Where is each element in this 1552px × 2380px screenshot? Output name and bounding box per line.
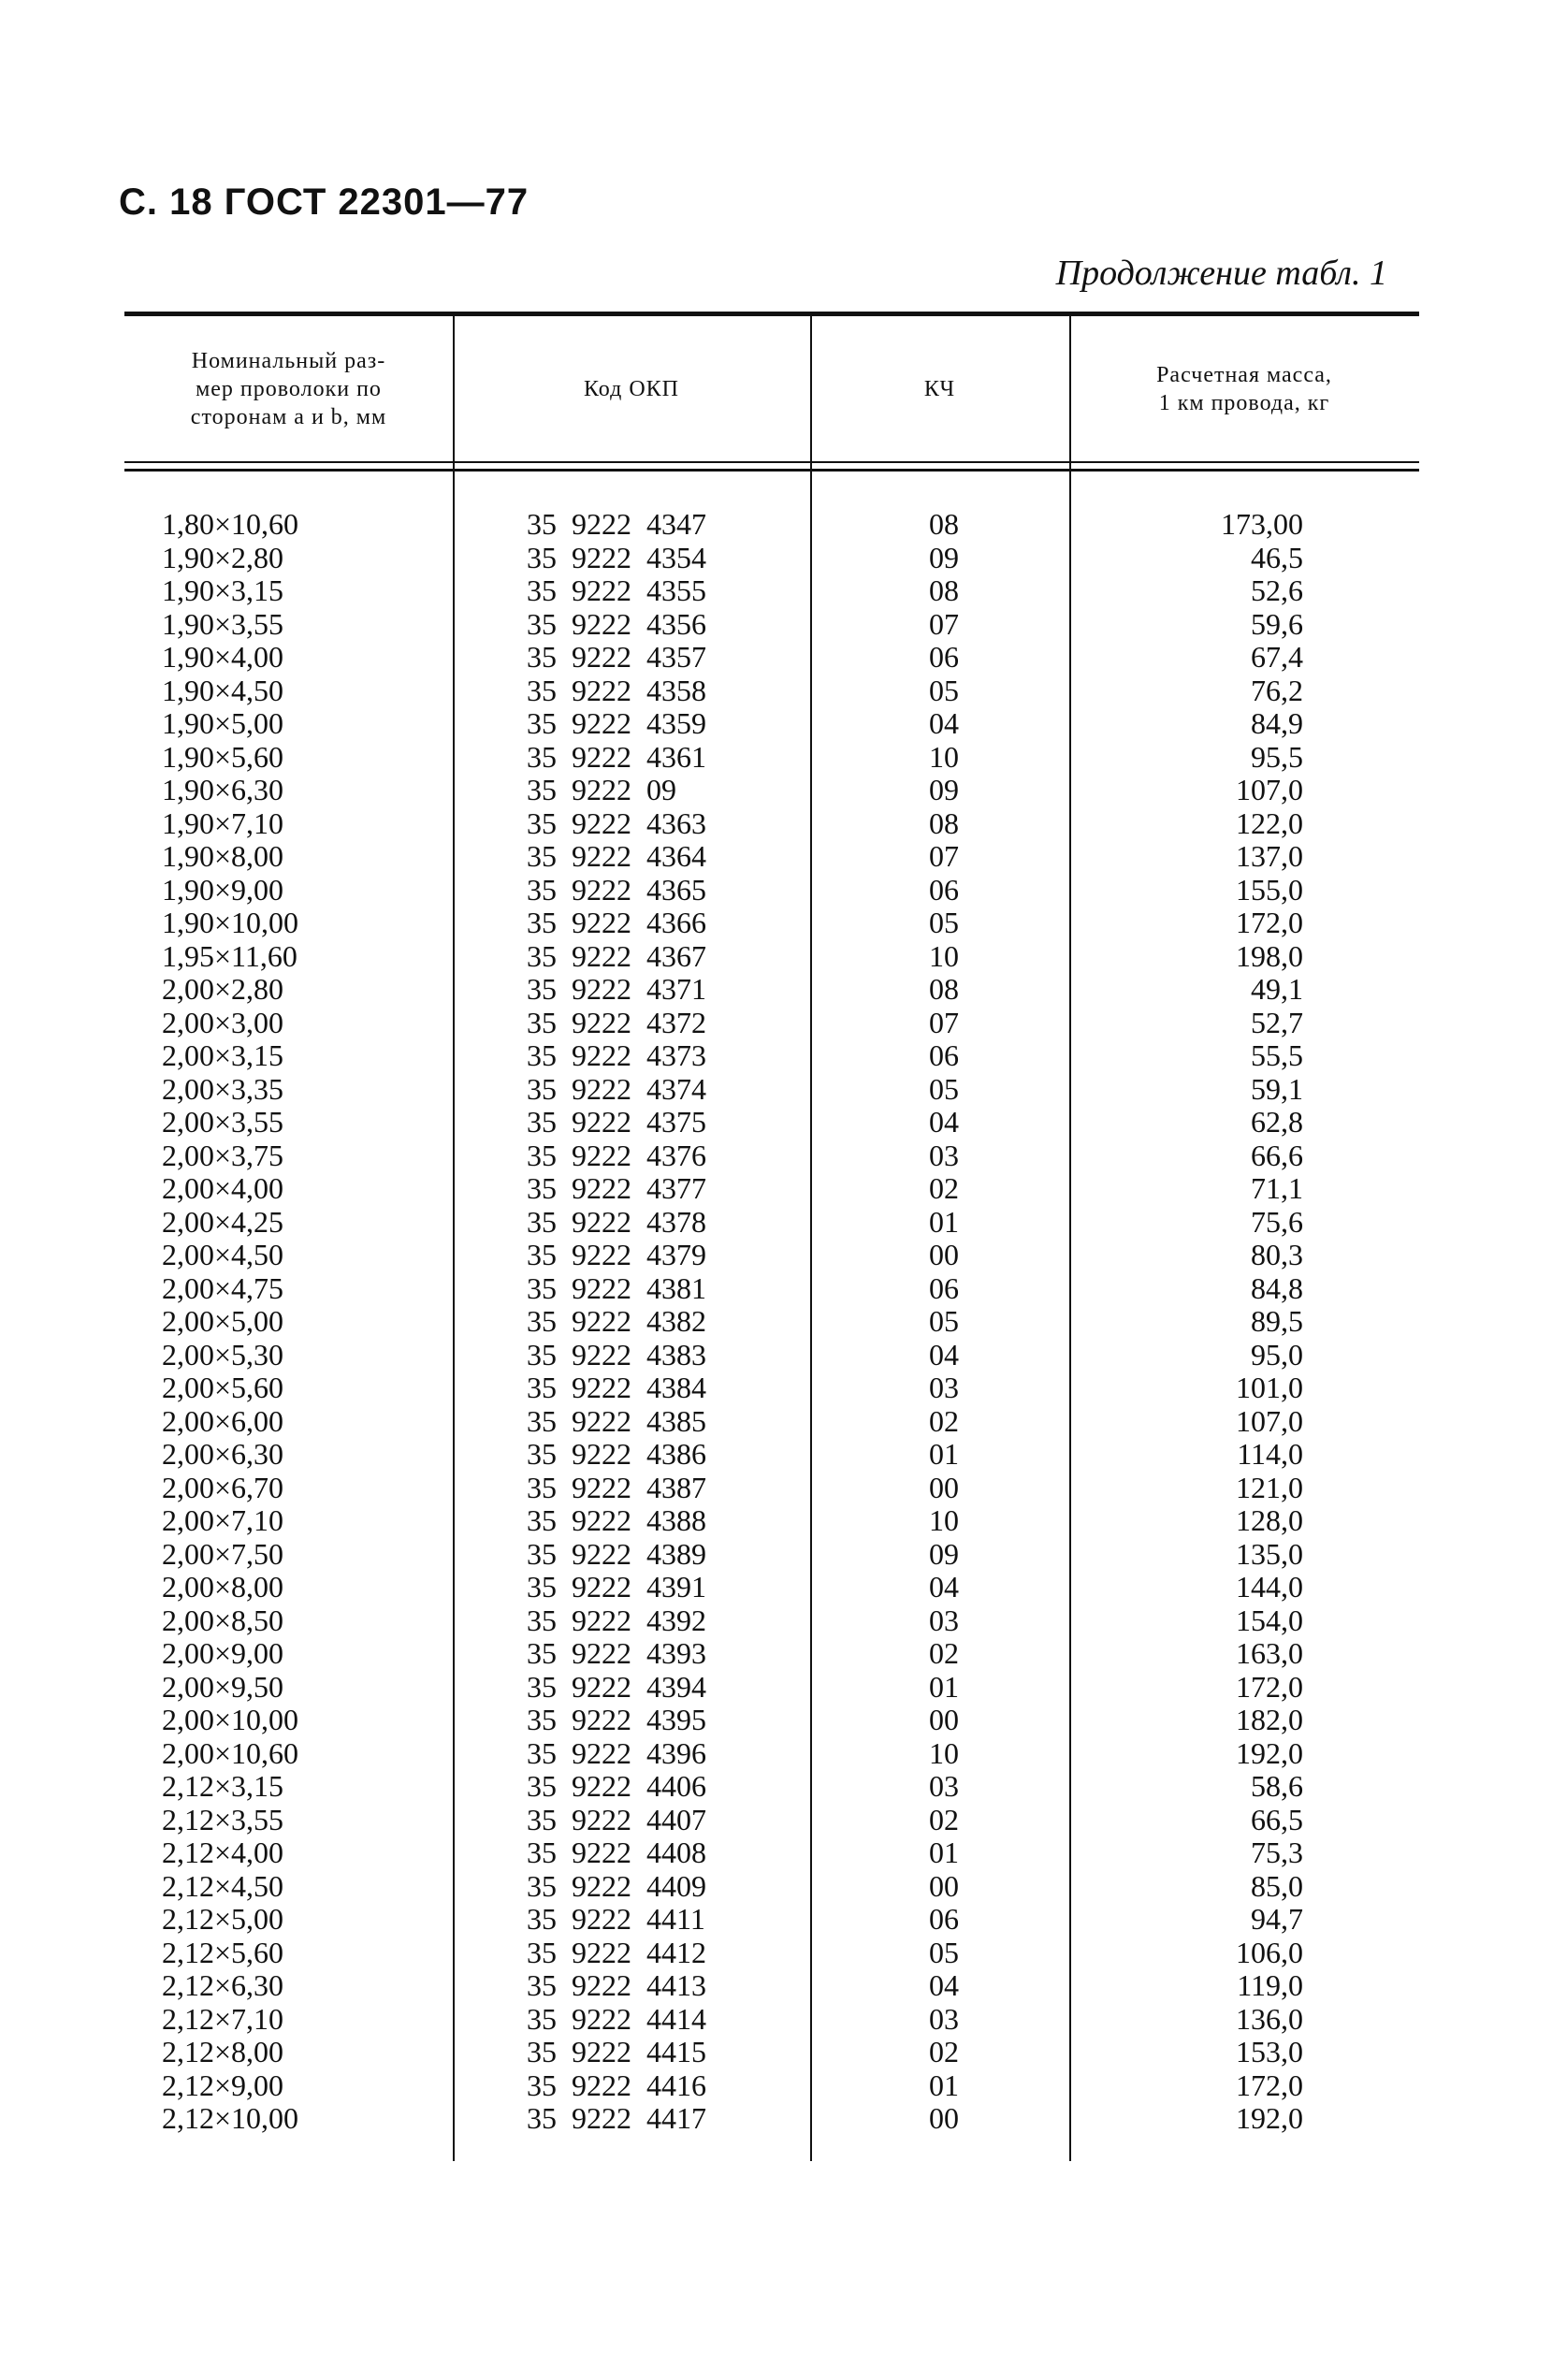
cell-kch: 00: [929, 2101, 959, 2135]
cell-kch: 10: [929, 1735, 959, 1770]
cell-kch: 04: [929, 1105, 959, 1139]
cell-mass: 135,0: [1236, 1536, 1303, 1571]
cell-size: 2,00×8,00: [162, 1570, 284, 1604]
cell-size: 1,90×10,00: [162, 906, 299, 939]
table-row: [124, 1969, 1419, 2003]
cell-mass: 172,0: [1236, 1669, 1303, 1704]
cell-mass: 75,3: [1251, 1836, 1303, 1869]
table-row: [124, 807, 1419, 841]
cell-mass: 173,00: [1221, 507, 1303, 541]
cell-size: 2,00×2,80: [162, 972, 284, 1006]
cell-kch: 03: [929, 1371, 959, 1404]
cell-size: 2,00×7,50: [162, 1536, 284, 1571]
cell-code: 35 9222 4372: [527, 1005, 706, 1039]
cell-code: 35 9222 4355: [527, 573, 706, 607]
cell-code: 35 9222 4347: [527, 507, 706, 541]
cell-kch: 01: [929, 2068, 959, 2102]
cell-size: 2,00×8,50: [162, 1603, 284, 1637]
cell-size: 1,90×6,30: [162, 773, 284, 806]
cell-mass: 55,5: [1251, 1038, 1303, 1072]
data-table: [124, 312, 1419, 2161]
cell-mass: 95,0: [1251, 1337, 1303, 1371]
cell-code: 35 9222 4386: [527, 1437, 706, 1471]
table-row: [124, 1870, 1419, 1904]
cell-mass: 128,0: [1236, 1503, 1303, 1537]
cell-kch: 02: [929, 1802, 959, 1836]
cell-mass: 154,0: [1236, 1603, 1303, 1637]
cell-size: 1,90×7,10: [162, 805, 284, 840]
cell-code: 35 9222 4357: [527, 640, 706, 674]
table-row: [124, 1472, 1419, 1505]
cell-kch: 02: [929, 1171, 959, 1205]
cell-code: 35 9222 4395: [527, 1703, 706, 1736]
table-row: [124, 1172, 1419, 1206]
cell-kch: 04: [929, 1968, 959, 2002]
cell-kch: 01: [929, 1437, 959, 1471]
cell-size: 2,00×4,25: [162, 1204, 284, 1239]
table-row: [124, 641, 1419, 675]
cell-code: 35 9222 4388: [527, 1503, 706, 1537]
cell-kch: 06: [929, 1038, 959, 1072]
cell-code: 35 9222 4358: [527, 673, 706, 707]
cell-size: 2,12×4,00: [162, 1836, 284, 1869]
cell-size: 2,00×3,35: [162, 1071, 284, 1106]
cell-code: 35 9222 4414: [527, 2001, 706, 2036]
table-row: [124, 1604, 1419, 1638]
table-row: [124, 1836, 1419, 1870]
cell-mass: 107,0: [1236, 773, 1303, 806]
table-row: [124, 1737, 1419, 1771]
cell-code: 35 9222 4361: [527, 739, 706, 774]
table-row: [124, 1671, 1419, 1705]
cell-size: 1,90×3,15: [162, 573, 284, 607]
cell-code: 35 9222 4363: [527, 805, 706, 840]
cell-kch: 08: [929, 507, 959, 541]
cell-code: 35 9222 4415: [527, 2035, 706, 2068]
table-row: [124, 774, 1419, 807]
cell-mass: 75,6: [1251, 1204, 1303, 1239]
cell-mass: 172,0: [1236, 906, 1303, 939]
cell-size: 1,90×4,00: [162, 640, 284, 674]
cell-code: 35 9222 4394: [527, 1669, 706, 1704]
cell-kch: 09: [929, 540, 959, 574]
table-row: [124, 574, 1419, 608]
cell-code: 35 9222 4378: [527, 1204, 706, 1239]
cell-code: 35 9222 4387: [527, 1470, 706, 1504]
cell-mass: 94,7: [1251, 1902, 1303, 1936]
cell-mass: 59,1: [1251, 1071, 1303, 1106]
table-row: [124, 542, 1419, 575]
table-row: [124, 1937, 1419, 1970]
table-row: [124, 1571, 1419, 1604]
cell-size: 2,00×6,00: [162, 1403, 284, 1438]
cell-kch: 03: [929, 2001, 959, 2036]
table-row: [124, 707, 1419, 741]
cell-kch: 04: [929, 706, 959, 740]
cell-kch: 06: [929, 640, 959, 674]
cell-size: 1,90×3,55: [162, 606, 284, 641]
cell-mass: 122,0: [1236, 805, 1303, 840]
cell-kch: 07: [929, 606, 959, 641]
cell-code: 35 9222 4375: [527, 1105, 706, 1139]
table-row: [124, 840, 1419, 874]
cell-kch: 02: [929, 2035, 959, 2068]
cell-kch: 04: [929, 1337, 959, 1371]
cell-kch: 05: [929, 906, 959, 939]
cell-code: 35 9222 4412: [527, 1935, 706, 1969]
cell-mass: 66,5: [1251, 1802, 1303, 1836]
cell-mass: 101,0: [1236, 1371, 1303, 1404]
cell-kch: 06: [929, 872, 959, 907]
cell-size: 2,00×10,00: [162, 1703, 299, 1736]
cell-code: 35 9222 4356: [527, 606, 706, 641]
cell-size: 2,00×3,00: [162, 1005, 284, 1039]
cell-size: 2,12×3,15: [162, 1769, 284, 1803]
cell-mass: 144,0: [1236, 1570, 1303, 1604]
cell-code: 35 9222 4382: [527, 1304, 706, 1338]
cell-mass: 119,0: [1237, 1968, 1303, 2002]
cell-size: 2,00×9,00: [162, 1636, 284, 1670]
cell-kch: 08: [929, 972, 959, 1006]
cell-size: 2,12×5,00: [162, 1902, 284, 1936]
table-row: [124, 1206, 1419, 1240]
cell-kch: 01: [929, 1204, 959, 1239]
table-row: [124, 741, 1419, 775]
cell-mass: 52,6: [1251, 573, 1303, 607]
table-row: [124, 940, 1419, 974]
header-kch-text: КЧ: [923, 376, 956, 401]
table-row: [124, 2036, 1419, 2069]
table-continuation-caption: Продолжение табл. 1: [1055, 254, 1387, 293]
cell-kch: 10: [929, 739, 959, 774]
cell-size: 1,90×5,60: [162, 739, 284, 774]
table-row: [124, 2003, 1419, 2037]
cell-size: 1,90×9,00: [162, 872, 284, 907]
cell-code: 35 9222 4393: [527, 1636, 706, 1670]
cell-code: 35 9222 4367: [527, 938, 706, 973]
header-size-text: Номинальный раз- мер проволоки по сторонам a и b, мм: [190, 348, 387, 429]
cell-mass: 59,6: [1251, 606, 1303, 641]
cell-code: 35 9222 4384: [527, 1371, 706, 1404]
cell-code: 35 9222 09: [527, 773, 676, 806]
cell-kch: 05: [929, 1304, 959, 1338]
cell-mass: 85,0: [1251, 1868, 1303, 1903]
cell-kch: 06: [929, 1902, 959, 1936]
table-row: [124, 1438, 1419, 1472]
cell-code: 35 9222 4411: [527, 1902, 705, 1936]
cell-code: 35 9222 4389: [527, 1536, 706, 1571]
table-row: [124, 1405, 1419, 1439]
cell-kch: 10: [929, 1503, 959, 1537]
cell-size: 2,00×3,15: [162, 1038, 284, 1072]
cell-code: 35 9222 4396: [527, 1735, 706, 1770]
table-row: [124, 1504, 1419, 1538]
page-header: С. 18 ГОСТ 22301—77: [119, 181, 529, 223]
cell-size: 2,12×4,50: [162, 1868, 284, 1903]
cell-size: 2,00×9,50: [162, 1669, 284, 1704]
cell-mass: 52,7: [1251, 1005, 1303, 1039]
cell-kch: 00: [929, 1238, 959, 1271]
cell-mass: 121,0: [1236, 1470, 1303, 1504]
cell-kch: 00: [929, 1868, 959, 1903]
cell-code: 35 9222 4359: [527, 706, 706, 740]
table-row: [124, 1704, 1419, 1737]
cell-kch: 04: [929, 1570, 959, 1604]
table-row: [124, 1305, 1419, 1339]
cell-size: 1,80×10,60: [162, 507, 299, 541]
cell-size: 2,12×10,00: [162, 2101, 299, 2135]
table-row: [124, 1039, 1419, 1073]
cell-size: 2,00×3,75: [162, 1138, 284, 1172]
table-row: [124, 1538, 1419, 1572]
cell-size: 2,00×6,70: [162, 1470, 284, 1504]
cell-code: 35 9222 4413: [527, 1968, 706, 2002]
cell-code: 35 9222 4376: [527, 1138, 706, 1172]
cell-mass: 46,5: [1251, 540, 1303, 574]
cell-kch: 07: [929, 839, 959, 873]
cell-kch: 01: [929, 1836, 959, 1869]
cell-mass: 155,0: [1236, 872, 1303, 907]
cell-mass: 114,0: [1237, 1437, 1303, 1471]
header-size: [124, 316, 453, 461]
table-row: [124, 1272, 1419, 1306]
cell-mass: 62,8: [1251, 1105, 1303, 1139]
table-row: [124, 1106, 1419, 1139]
cell-mass: 67,4: [1251, 640, 1303, 674]
cell-kch: 03: [929, 1138, 959, 1172]
header-mass-text: Расчетная масса, 1 км провода, кг: [1156, 362, 1332, 415]
cell-code: 35 9222 4374: [527, 1071, 706, 1106]
cell-code: 35 9222 4407: [527, 1802, 706, 1836]
cell-size: 2,12×3,55: [162, 1802, 284, 1836]
cell-size: 2,00×4,75: [162, 1270, 284, 1305]
cell-mass: 198,0: [1236, 938, 1303, 973]
cell-kch: 02: [929, 1403, 959, 1438]
table-row: [124, 2102, 1419, 2136]
cell-mass: 66,6: [1251, 1138, 1303, 1172]
table-row: [124, 1339, 1419, 1372]
cell-code: 35 9222 4416: [527, 2068, 706, 2102]
header-kch: [810, 316, 1069, 461]
cell-kch: 00: [929, 1703, 959, 1736]
cell-size: 2,00×4,50: [162, 1238, 284, 1271]
cell-kch: 08: [929, 573, 959, 607]
cell-code: 35 9222 4406: [527, 1769, 706, 1803]
table-row: [124, 508, 1419, 542]
cell-kch: 00: [929, 1470, 959, 1504]
cell-code: 35 9222 4392: [527, 1603, 706, 1637]
cell-code: 35 9222 4379: [527, 1238, 706, 1271]
cell-code: 35 9222 4366: [527, 906, 706, 939]
cell-code: 35 9222 4373: [527, 1038, 706, 1072]
cell-mass: 192,0: [1236, 2101, 1303, 2135]
cell-size: 2,12×9,00: [162, 2068, 284, 2102]
cell-size: 2,00×7,10: [162, 1503, 284, 1537]
header-code: [453, 316, 810, 461]
cell-mass: 192,0: [1236, 1735, 1303, 1770]
cell-size: 2,00×10,60: [162, 1735, 299, 1770]
cell-mass: 49,1: [1251, 972, 1303, 1006]
header-code-text: Код ОКП: [583, 376, 679, 401]
cell-kch: 05: [929, 1935, 959, 1969]
cell-kch: 01: [929, 1669, 959, 1704]
cell-code: 35 9222 4409: [527, 1868, 706, 1903]
cell-mass: 89,5: [1251, 1304, 1303, 1338]
cell-code: 35 9222 4365: [527, 872, 706, 907]
cell-size: 2,12×6,30: [162, 1968, 284, 2002]
cell-code: 35 9222 4364: [527, 839, 706, 873]
table-row: [124, 1804, 1419, 1837]
cell-size: 2,00×5,60: [162, 1371, 284, 1404]
table-row: [124, 973, 1419, 1007]
cell-code: 35 9222 4391: [527, 1570, 706, 1604]
cell-kch: 05: [929, 1071, 959, 1106]
cell-code: 35 9222 4408: [527, 1836, 706, 1869]
cell-code: 35 9222 4385: [527, 1403, 706, 1438]
table-row: [124, 1903, 1419, 1937]
cell-code: 35 9222 4354: [527, 540, 706, 574]
header-mass: [1069, 316, 1419, 461]
cell-mass: 84,9: [1251, 706, 1303, 740]
cell-size: 2,00×5,00: [162, 1304, 284, 1338]
table-row: [124, 1139, 1419, 1173]
cell-mass: 80,3: [1251, 1238, 1303, 1271]
cell-mass: 71,1: [1251, 1171, 1303, 1205]
table-row: [124, 608, 1419, 642]
cell-mass: 58,6: [1251, 1769, 1303, 1803]
table-row: [124, 1371, 1419, 1405]
cell-size: 2,00×5,30: [162, 1337, 284, 1371]
cell-mass: 163,0: [1236, 1636, 1303, 1670]
table-row: [124, 907, 1419, 940]
cell-code: 35 9222 4381: [527, 1270, 706, 1305]
cell-mass: 182,0: [1236, 1703, 1303, 1736]
table-row: [124, 1637, 1419, 1671]
cell-mass: 153,0: [1236, 2035, 1303, 2068]
cell-mass: 172,0: [1236, 2068, 1303, 2102]
table-row: [124, 1239, 1419, 1272]
table-row: [124, 1007, 1419, 1040]
cell-mass: 95,5: [1251, 739, 1303, 774]
table-row: [124, 1073, 1419, 1107]
cell-size: 2,00×3,55: [162, 1105, 284, 1139]
cell-kch: 03: [929, 1769, 959, 1803]
cell-kch: 03: [929, 1603, 959, 1637]
cell-mass: 137,0: [1236, 839, 1303, 873]
cell-kch: 02: [929, 1636, 959, 1670]
cell-kch: 09: [929, 773, 959, 806]
cell-code: 35 9222 4383: [527, 1337, 706, 1371]
cell-kch: 07: [929, 1005, 959, 1039]
cell-code: 35 9222 4417: [527, 2101, 706, 2135]
table-row: [124, 675, 1419, 708]
cell-mass: 106,0: [1236, 1935, 1303, 1969]
cell-kch: 10: [929, 938, 959, 973]
cell-size: 2,00×6,30: [162, 1437, 284, 1471]
cell-kch: 05: [929, 673, 959, 707]
cell-kch: 06: [929, 1270, 959, 1305]
cell-mass: 136,0: [1236, 2001, 1303, 2036]
cell-code: 35 9222 4377: [527, 1171, 706, 1205]
cell-mass: 76,2: [1251, 673, 1303, 707]
table-header-rule: [124, 461, 1419, 472]
cell-size: 1,90×4,50: [162, 673, 284, 707]
table-body: [124, 508, 1419, 2136]
cell-kch: 08: [929, 805, 959, 840]
cell-size: 2,12×7,10: [162, 2001, 284, 2036]
cell-size: 1,90×8,00: [162, 839, 284, 873]
table-row: [124, 874, 1419, 907]
cell-size: 1,95×11,60: [162, 938, 297, 973]
table-row: [124, 2069, 1419, 2103]
cell-mass: 84,8: [1251, 1270, 1303, 1305]
cell-code: 35 9222 4371: [527, 972, 706, 1006]
cell-size: 1,90×2,80: [162, 540, 284, 574]
cell-size: 1,90×5,00: [162, 706, 284, 740]
table-row: [124, 1770, 1419, 1804]
cell-size: 2,12×5,60: [162, 1935, 284, 1969]
cell-size: 2,12×8,00: [162, 2035, 284, 2068]
cell-kch: 09: [929, 1536, 959, 1571]
cell-size: 2,00×4,00: [162, 1171, 284, 1205]
cell-mass: 107,0: [1236, 1403, 1303, 1438]
